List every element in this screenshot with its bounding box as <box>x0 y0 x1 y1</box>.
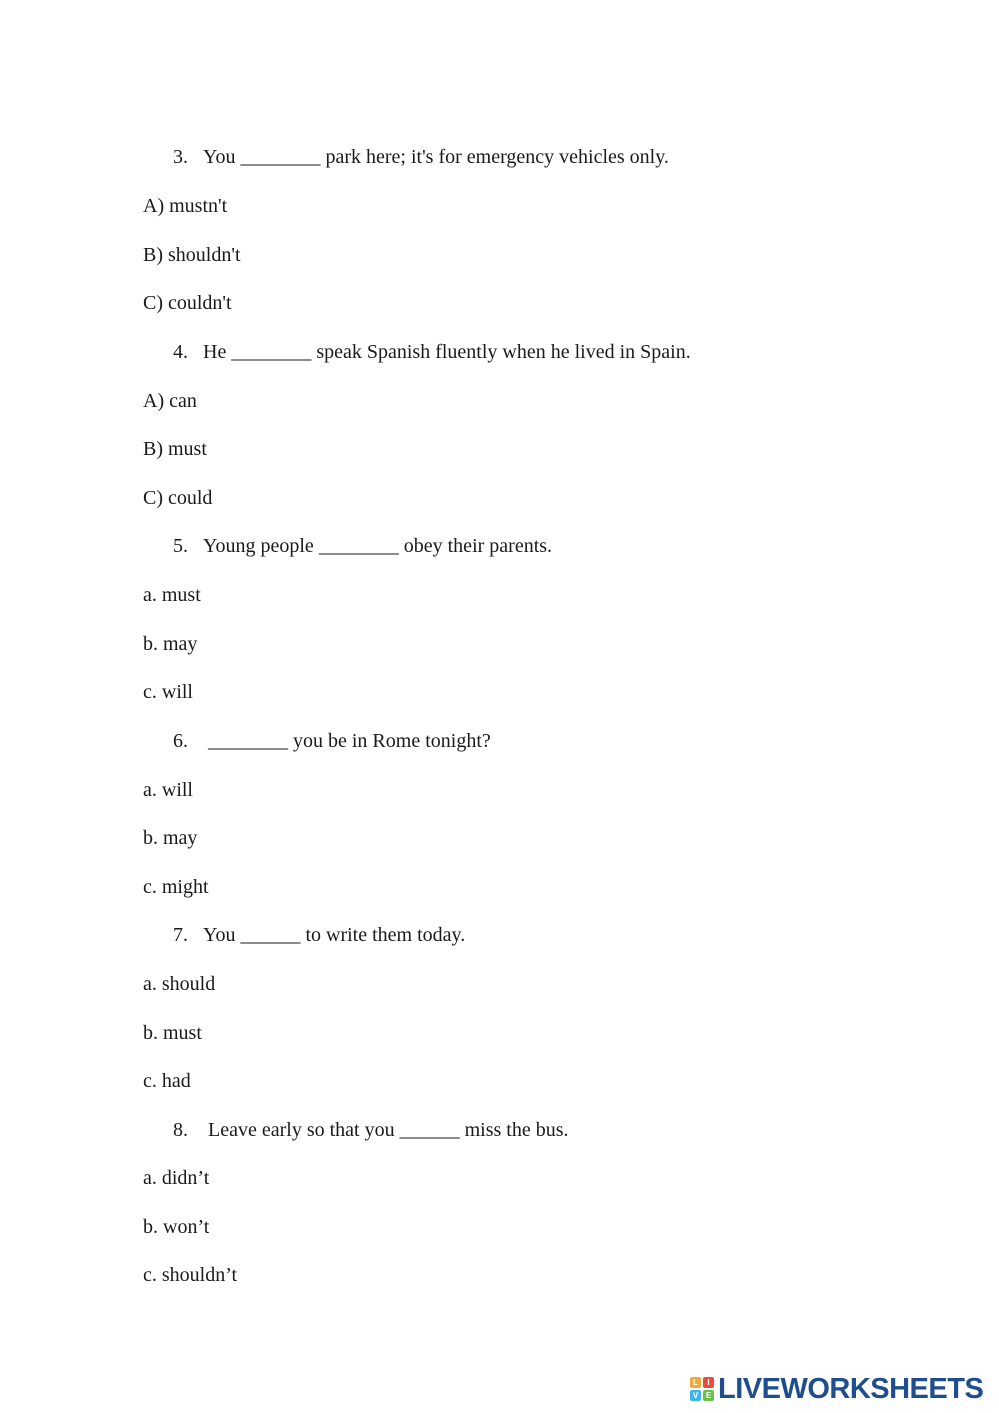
question-number: 7. <box>173 924 188 946</box>
question-3 <box>173 145 669 169</box>
question-text: You ________ park here; it's for emergency vehicles only. <box>203 146 669 168</box>
logo-mark-icon <box>690 1377 714 1401</box>
option-3a[interactable]: A) mustn't <box>143 195 228 217</box>
option-8a[interactable]: a. didn’t <box>143 1167 210 1189</box>
question-text: You ______ to write them today. <box>203 924 466 946</box>
question-number: 6. <box>173 730 188 752</box>
option-7b[interactable]: b. must <box>143 1022 202 1044</box>
question-number: 5. <box>173 535 188 557</box>
question-6 <box>173 729 491 753</box>
option-6c[interactable]: c. might <box>143 876 209 898</box>
logo-mark-tile: E <box>703 1390 714 1401</box>
question-text: ________ you be in Rome tonight? <box>203 730 491 752</box>
question-text: Leave early so that you ______ miss the bus. <box>203 1119 569 1141</box>
option-4c[interactable]: C) could <box>143 487 213 509</box>
option-8c[interactable]: c. shouldn’t <box>143 1264 238 1286</box>
question-text: He ________ speak Spanish fluently when he lived in Spain. <box>203 341 691 363</box>
option-7c[interactable]: c. had <box>143 1070 191 1092</box>
option-5b[interactable]: b. may <box>143 633 198 655</box>
question-8 <box>173 1118 569 1142</box>
option-5c[interactable]: c. will <box>143 681 193 703</box>
question-5 <box>173 534 552 558</box>
option-4a[interactable]: A) can <box>143 390 197 412</box>
option-6a[interactable]: a. will <box>143 779 193 801</box>
logo-mark-tile: L <box>690 1377 701 1388</box>
question-number: 8. <box>173 1119 188 1141</box>
option-4b[interactable]: B) must <box>143 438 207 460</box>
option-3c[interactable]: C) couldn't <box>143 292 232 314</box>
question-7 <box>173 923 465 947</box>
question-text: Young people ________ obey their parents. <box>203 535 553 557</box>
question-4 <box>173 340 691 364</box>
liveworksheets-logo <box>690 1374 983 1404</box>
option-8b[interactable]: b. won’t <box>143 1216 210 1238</box>
option-5a[interactable]: a. must <box>143 584 201 606</box>
option-7a[interactable]: a. should <box>143 973 216 995</box>
option-3b[interactable]: B) shouldn't <box>143 244 241 266</box>
question-number: 4. <box>173 341 188 363</box>
question-number: 3. <box>173 146 188 168</box>
option-6b[interactable]: b. may <box>143 827 198 849</box>
logo-mark-tile: V <box>690 1390 701 1401</box>
logo-mark-tile: I <box>703 1377 714 1388</box>
logo-text: LIVEWORKSHEETS <box>718 1372 984 1405</box>
